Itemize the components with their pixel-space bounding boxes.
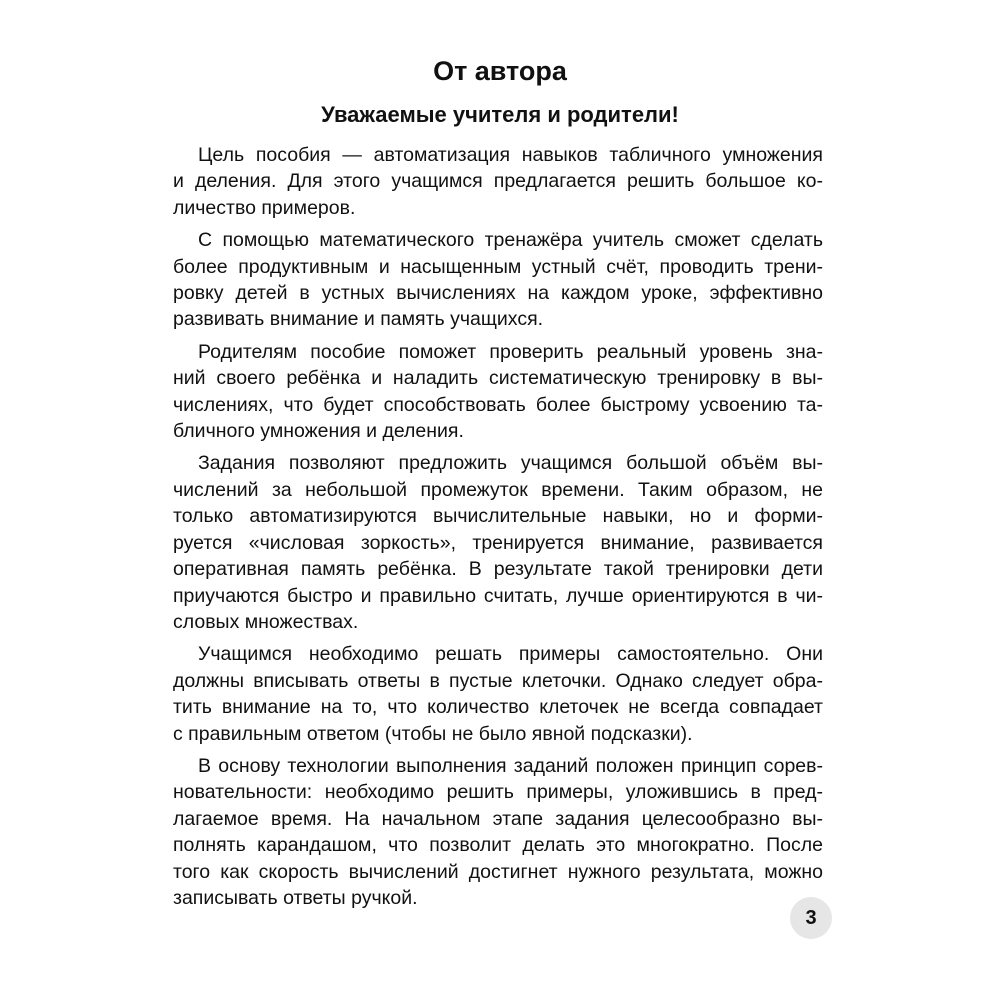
text-line: С помощью математического тренажёра учитель сможет сделать xyxy=(198,229,823,252)
paragraph-4 xyxy=(173,450,823,635)
text-line: ний своего ребёнка и наладить систематическую тренировку в вы- xyxy=(173,367,823,390)
text-line: Задания позволяют предложить учащимся большой объём вы- xyxy=(198,452,823,475)
text-line: новательности: необходимо решить примеры, уложившись в пред- xyxy=(173,781,823,804)
text-line: В основу технологии выполнения заданий положен принцип сорев- xyxy=(198,754,823,777)
paragraph-5 xyxy=(173,641,823,747)
text-line: того как скорость вычислений достигнет нужного результата, можно xyxy=(173,860,823,883)
paragraph-3 xyxy=(173,339,823,445)
paragraph-1 xyxy=(173,142,823,221)
paragraph-6 xyxy=(173,753,823,911)
text-line: развивать внимание и память учащихся. xyxy=(173,308,544,331)
text-line: с правильным ответом (чтобы не было явной подсказки). xyxy=(173,722,693,745)
text-line: личество примеров. xyxy=(173,196,356,219)
text-line: Учащимся необходимо решать примеры самостоятельно. Они xyxy=(198,643,823,666)
text-line: только автоматизируются вычислительные навыки, но и форми- xyxy=(173,505,823,528)
text-line: полнять карандашом, что позволит делать это многократно. После xyxy=(173,834,823,857)
text-line: более продуктивным и насыщенным устный счёт, проводить трени- xyxy=(173,255,823,278)
text-line: руется «числовая зоркость», тренируется внимание, развивается xyxy=(173,531,823,554)
text-line: числений за небольшой промежуток времени. Таким образом, не xyxy=(173,478,823,501)
text-line: записывать ответы ручкой. xyxy=(173,886,418,909)
text-line: числениях, что будет способствовать более быстрому усвоению та- xyxy=(173,393,823,416)
text-line: словых множествах. xyxy=(173,610,359,633)
paragraph-2 xyxy=(173,227,823,333)
text-line: приучаются быстро и правильно считать, лучше ориентируются в чи- xyxy=(173,584,823,607)
page-number-badge xyxy=(790,897,832,939)
text-line: оперативная память ребёнка. В результате такой тренировки дети xyxy=(173,558,823,581)
text-line: лагаемое время. На начальном этапе задания целесообразно вы- xyxy=(173,807,823,830)
text-line: Цель пособия — автоматизация навыков табличного умножения xyxy=(198,144,823,166)
text-line: должны вписывать ответы в пустые клеточки. Однако следует обра- xyxy=(173,669,823,692)
text-line: Родителям пособие поможет проверить реальный уровень зна- xyxy=(198,340,823,363)
page-title: От автора xyxy=(433,56,567,86)
page-subtitle: Уважаемые учителя и родители! xyxy=(321,102,679,127)
text-line: тить внимание на то, что количество клеточек не всегда совпадает xyxy=(173,696,823,719)
body-text xyxy=(173,142,823,917)
page-number: 3 xyxy=(805,906,817,929)
text-line: и деления. Для этого учащимся предлагается решить большое ко- xyxy=(173,170,823,193)
text-line: ровку детей в устных вычислениях на каждом уроке, эффективно xyxy=(173,282,823,305)
text-line: бличного умножения и деления. xyxy=(173,420,464,443)
